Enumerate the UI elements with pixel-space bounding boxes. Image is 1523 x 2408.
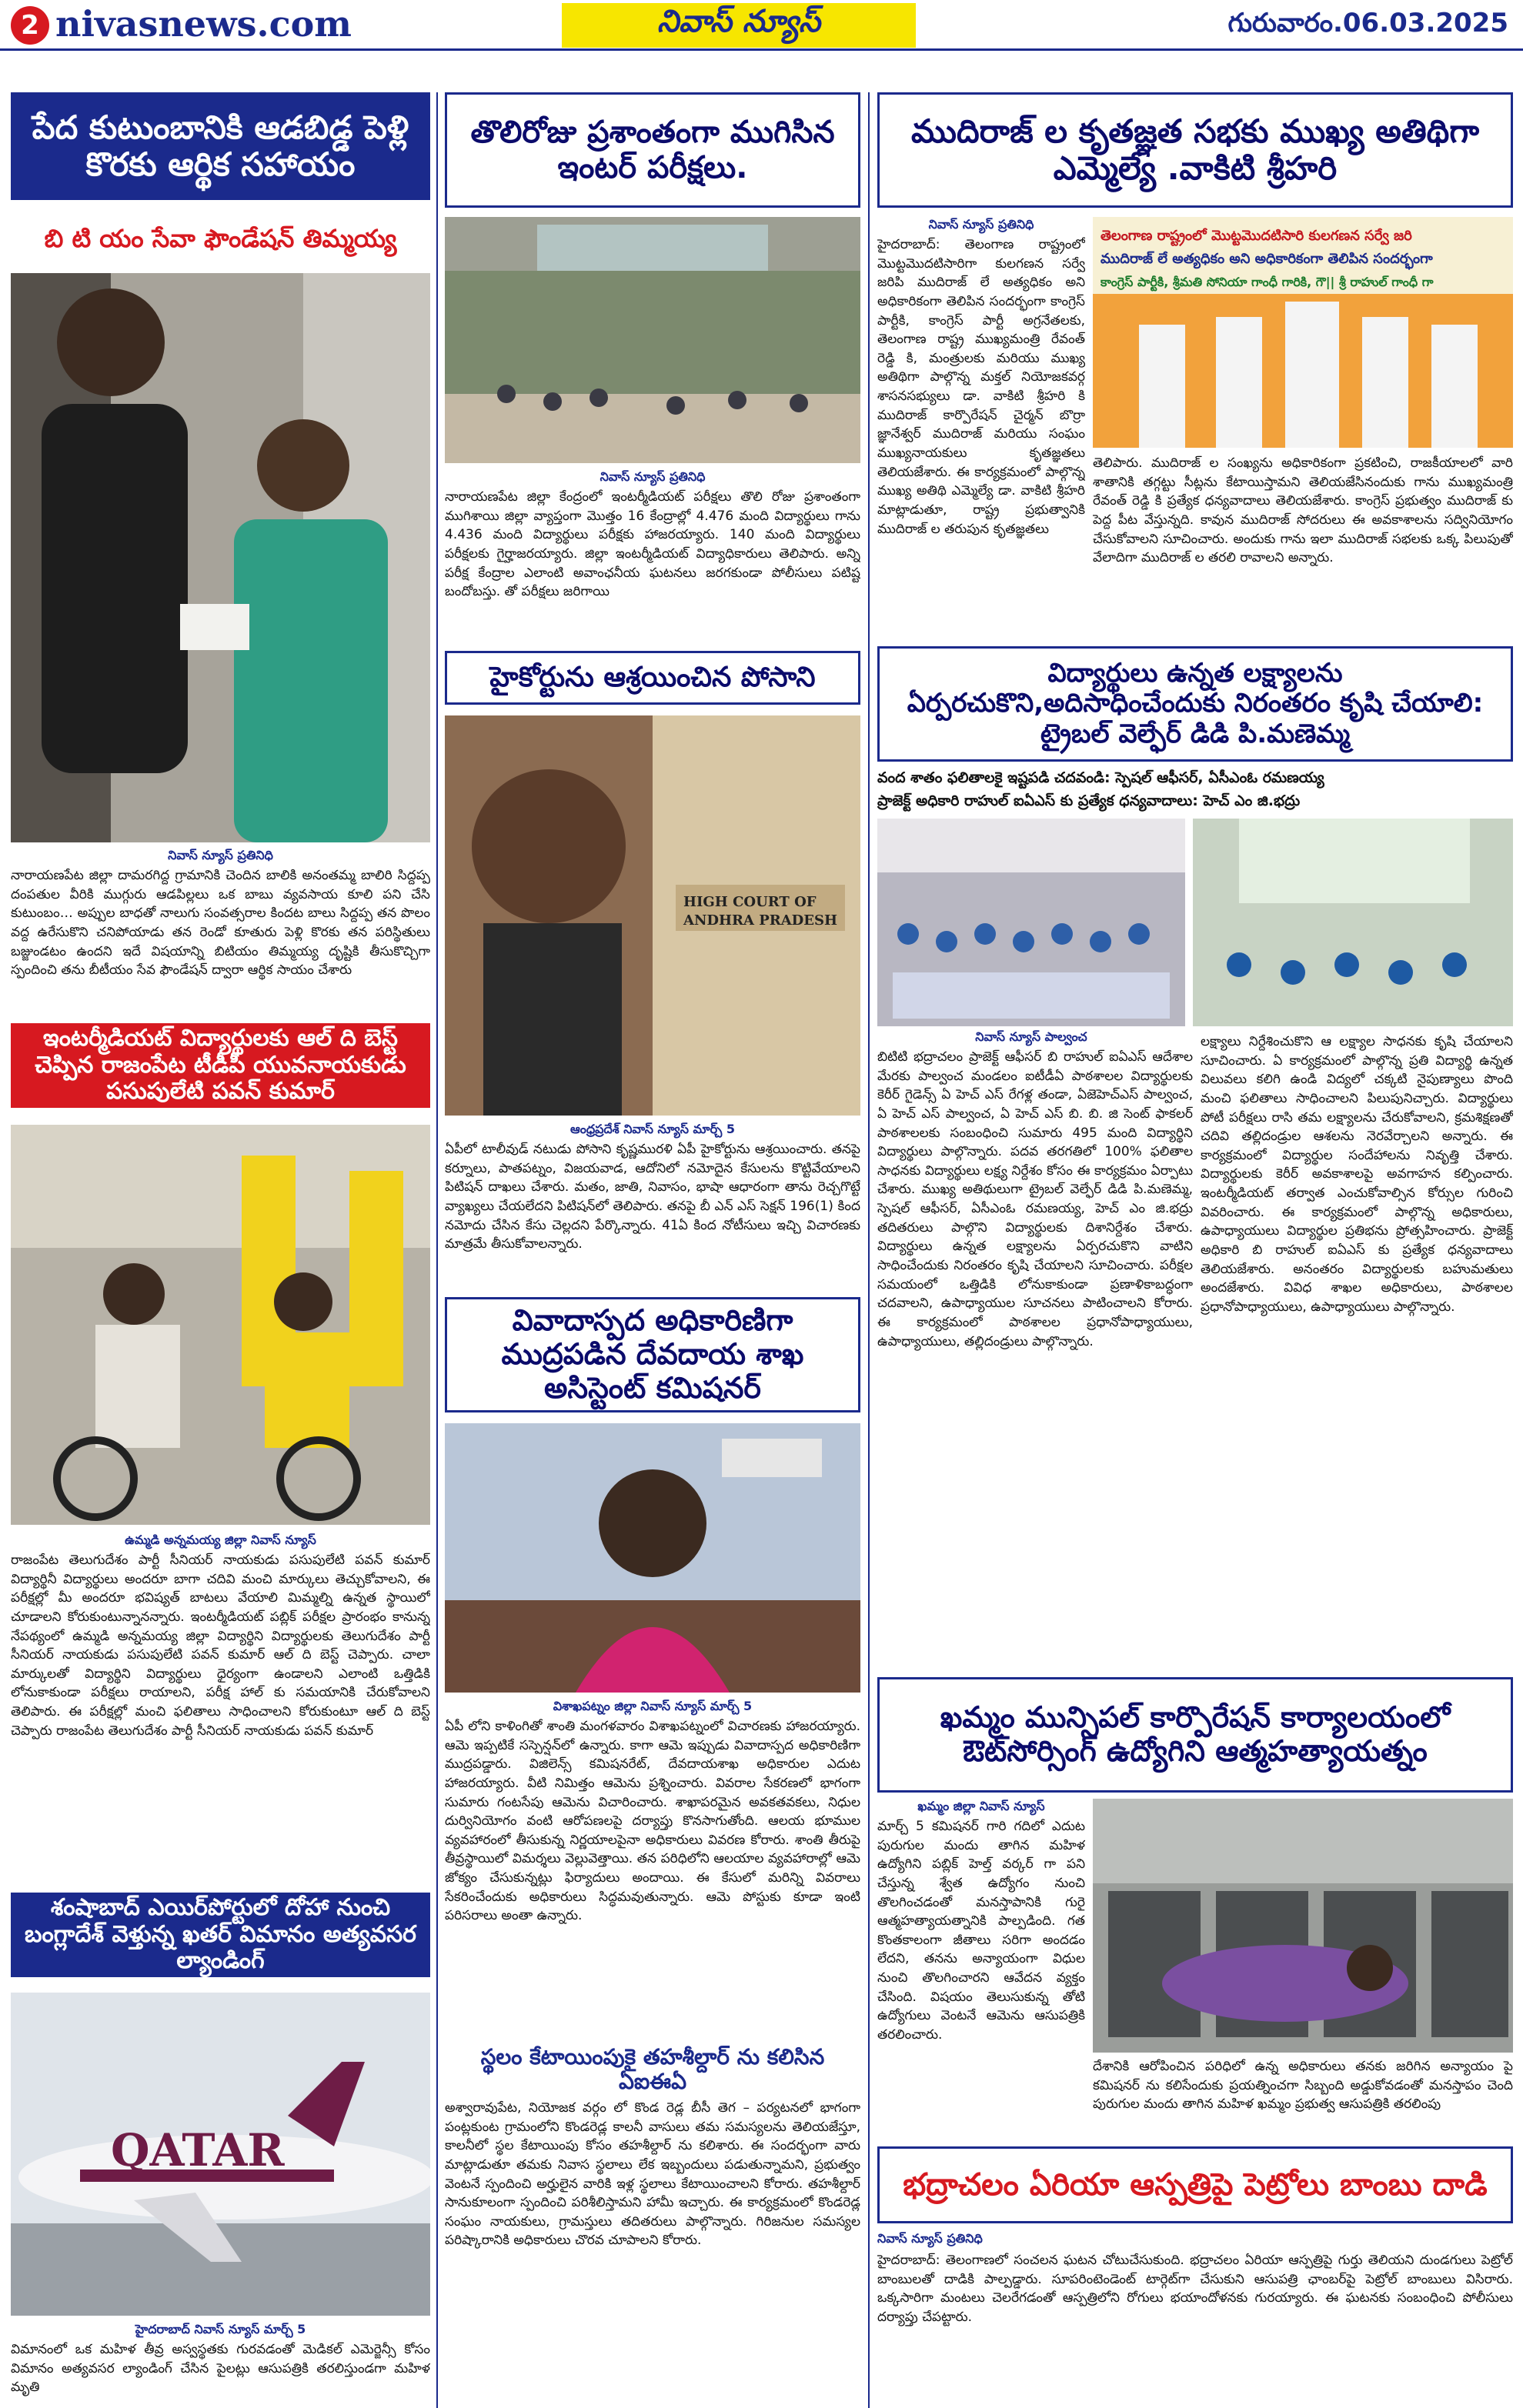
stage-banner-line1: తెలంగాణ రాష్ట్రంలో మొట్టమొదటిసారి కులగణన సర్వే జరి xyxy=(1101,228,1412,244)
photo-career-guidance-1 xyxy=(877,819,1185,1026)
article-body: విమానంలో ఒక మహిళ తీవ్ర అస్వస్థతకు గురవడంతో మెడికల్ ఎమెర్జెన్సీ కోసం విమానం అత్యవసర ల్యాండింగ్ చేసిన పైలట్లు ఆసుపత్రికి తరలిస్తుండగా మహిళ మృతి xyxy=(11,2342,430,2396)
court-sign-line2: ANDHRA PRADESH xyxy=(683,912,838,929)
photo-exam-centre xyxy=(445,217,860,463)
subhead-officer: వంద శాతం ఫలితాలకై ఇష్టపడి చదవండి: స్పెషల్ ఆఫీసర్, ఏసీఎంఓ రమణయ్య xyxy=(877,769,1324,786)
headline-asst-commissioner[interactable]: వివాదాస్పద అధికారిణిగా ముద్రపడిన దేవదాయ శాఖ అసిస్టెంట్ కమిషనర్ xyxy=(445,1297,860,1412)
headline-petrol-bomb[interactable]: భద్రాచలం ఏరియా ఆస్పత్రిపై పెట్రోలు బాంబు దాడి xyxy=(877,2146,1513,2223)
plane-livery-text: QATAR xyxy=(111,2124,285,2176)
dateline: హైదరాబాద్ నివాస్ న్యూస్ మార్చ్ 5 xyxy=(135,2322,306,2336)
article-body: హైదరాబాద్: తెలంగాణ రాష్ట్రంలో మొట్టమొదటిసారిగా కులగణన సర్వే జరిపి ముదిరాజ్ లే అత్యధికం అని అధికారికంగా తెలిపిన సందర్భంగా కాంగ్రెస్ పార్టీకి, కాంగ్రెస్ పార్టీ అగ్రనేతలకు, తెలంగాణ రాష్ట్ర ముఖ్యమంత్రి రేవంత్ రెడ్డి కి, మంత్రులకు మరియు ముఖ్య అతిథిగా పాల్గొన్న మక్తల్ నియోజకవర్గ శాసనసభ్యులు డా. వాకిటి శ్రీహరి కి ముదిరాజ్ కార్పొరేషన్ చైర్మన్ బొర్రా జ్ఞానేశ్వర్ ముదిరాజ్ మరియు సంఘం ముఖ్యనాయకులు కృతజ్ఞతలు తెలియజేశారు. ఈ కార్యక్రమంలో పాల్గొన్న ముఖ్య అతిథి ఎమ్మెల్యే డా. వాకిటి శ్రీహరి మాట్లాడుతూ, రాష్ట్ర ప్రభుత్వానికి ముదిరాజ్ ల తరుపున కృతజ్ఞతలు xyxy=(877,237,1085,537)
article-body: ఏపీ లోని కాళింగితో శాంతి మంగళవారం విశాఖపట్నంలో విచారణకు హాజరయ్యారు. ఆమె ఇప్పటికే సస్పెన్షన్‌లో ఉన్నారు. కాగా ఆమె ఇప్పుడు వివాదాస్పద అధికారిణిగా ముద్రపడ్డారు. విజిలెన్స్ కమిషనరేట్, దేవదాయశాఖ అధికారుల ఎదుట హాజరయ్యారు. వీటి నిమిత్తం ఆమెను ప్రశ్నించారు. వివరాల సేకరణలో భాగంగా సుమారు గంటసేపు ఆమెను విచారించారు. శాఖాపరమైన అవకతవకలు, నిధుల దుర్వినియోగం వంటి ఆరోపణలపై దర్యాప్తు కొనసాగుతోంది. ఆలయ భూముల వ్యవహారంలో తీసుకున్న నిర్ణయాలపైనా అధికారులు వివరణ కోరారు. శాంతి తీరుపై తీవ్రస్థాయిలో విమర్శలు వెల్లువెత్తాయి. తన పరిధిలోని ఆలయాల వ్యవహారాల్లో ఆమె జోక్యం చేసుకున్నట్లు ఫిర్యాదులు అందాయి. ఈ కేసులో మరిన్ని వివరాలు సేకరించేందుకు అధికారులు సిద్ధమవుతున్నారు. ఆమె పోస్టుకు కూడా ఇంటి పరిసరాలు అంతా ఉన్నారు. xyxy=(445,1719,860,1924)
headline-financial-aid[interactable]: పేద కుటుంబానికి ఆడబిడ్డ పెళ్లి కొరకు ఆర్థిక సహాయం xyxy=(11,92,430,200)
photo-qatar-plane xyxy=(11,1993,430,2316)
photo-mudiraj-stage xyxy=(1093,217,1513,448)
article-body: దేశానికి ఆరోపించిన పరిధిలో ఉన్న అధికారులు తనకు జరిగిన అన్యాయం పై కమిషనర్ ను కలిసేందుకు ప్రయత్నించగా సిబ్బంది అడ్డుకోవడంతో మనస్తాపం చెంది పురుగుల మందు తాగిన మహిళ ఖమ్మం ప్రభుత్వ ఆసుపత్రికి తరలింపు xyxy=(1093,2059,1513,2113)
headline-land-allotment[interactable]: స్థలం కేటాయింపుకై తహశీల్దార్ ను కలిసిన ఏఐఈఏ xyxy=(445,2046,860,2093)
article-body: నారాయణపేట జిల్లా కేంద్రంలో ఇంటర్మీడియట్ పరీక్షలు తొలి రోజు ప్రశాంతంగా ముగిశాయి జిల్లా వ్యాప్తంగా మొత్తం 16 కేంద్రాల్లో 4.476 మంది విద్యార్థులు గాను 4.436 మంది విద్యార్థులు పరీక్షకు హాజరయ్యారు. 140 మంది విద్యార్థులు పరీక్షలకు గైర్హాజరయ్యారు. జిల్లా ఇంటర్మీడియట్ విద్యాధికారులు తెలిపారు. అన్ని పరీక్ష కేంద్రాల ఎలాంటి అవాంఛనీయ ఘటనలు జరగకుండా పోలీసులు పటిష్ట బందోబస్తు. తో పరీక్షలు జరిగాయి xyxy=(445,489,860,600)
article-body: బిటిటి భద్రాచలం ప్రాజెక్ట్ ఆఫీసర్ బి రాహుల్ ఐఏఎస్ ఆదేశాల మేరకు పాల్వంచ మండలం ఐటీడీఏ పాఠశాలల విద్యార్థులకు కెరీర్ గైడెన్స్ ఏ హెచ్ ఎస్ రేగళ్ల తండా, ఏజెహెచ్ఎస్ పాల్వంచ, ఏ హెచ్ ఎస్ పాల్వంచ, ఏ హెచ్ ఎస్ బి. బి. జి సెంట్ ఫాకలర్ పాఠశాలలకు సంబంధించి సుమారు 495 మంది విద్యార్థిని విద్యార్థులు పాల్గొన్నారు. పదవ తరగతిలో 100% ఫలితాల సాధనకు విద్యార్థులు లక్ష్య నిర్దేశం కోసం ఈ కార్యక్రమం ఏర్పాటు చేశారు. ముఖ్య అతిథులుగా ట్రైబల్ వెల్ఫేర్ డిడి పి.మణెమ్మ, స్పెషల్ ఆఫీసర్, ఏసీఎంఓ రమణయ్య, హెచ్ ఎం జి.భద్రు తదితరులు పాల్గొని విద్యార్థులకు దిశానిర్దేశం చేశారు. విద్యార్థులు ఉన్నత లక్ష్యాలను ఏర్పరచుకొని వాటిని సాధించేందుకు నిరంతరం కృషి చేయాలని సూచించారు. పరీక్షల సమయంలో ఒత్తిడికి లోనుకాకుండా ప్రణాళికాబద్ధంగా చదవాలని, ఉపాధ్యాయుల సూచనలు పాటించాలని కోరారు. ఈ కార్యక్రమంలో పాఠశాలల ప్రధానోపాధ్యాయులు, ఉపాధ్యాయులు, తల్లిదండ్రులు పాల్గొన్నారు. xyxy=(877,1049,1193,1349)
headline-inter-best-wishes[interactable]: ఇంటర్మీడియట్ విద్యార్థులకు ఆల్ ది బెస్ట్ చెప్పిన రాజంపేట టీడీపీ యువనాయకుడు పసుపులేటి పవన్ కుమార్ xyxy=(11,1023,430,1108)
stage-banner-line2: ముదిరాజ్ లే అత్యధికం అని అధికారికంగా తెలిపిన సందర్భంగా xyxy=(1101,251,1433,267)
masthead-bar xyxy=(0,0,1523,51)
article-body: లక్ష్యాలు నిర్దేశించుకొని ఆ లక్ష్యాల సాధనకు కృషి చేయాలని సూచించారు. ఏ కార్యక్రమంలో పాల్గొన్న ప్రతి విద్యార్థి ఉన్నత విలువలు కలిగి ఉండి విద్యలో చక్కటి నైపుణ్యాలు పొంది మంచి ఫలితాలు సాధించాలని పిలుపునిచ్చారు. విద్యార్థులు పోటీ పరీక్షలు రాసి తమ లక్ష్యాలను చేరుకోవాలని, క్రమశిక్షణతో చదివి తల్లిదండ్రుల ఆశలను నెరవేర్చాలని అన్నారు. ఈ కార్యక్రమంలో విద్యార్థుల సందేహాలను నివృత్తి చేశారు. విద్యార్థులకు కెరీర్ అవకాశాలపై అవగాహన కల్పించారు. ఇంటర్మీడియట్ తర్వాత ఎంచుకోవాల్సిన కోర్సుల గురించి వివరించారు. ఈ కార్యక్రమంలో పాల్గొన్న అధికారులు, ఉపాధ్యాయులు విద్యార్థుల ప్రతిభను ప్రోత్సహించారు. ప్రాజెక్ట్ అధికారి బి రాహుల్ ఐఏఎస్ కు ప్రత్యేక ధన్యవాదాలు తెలియజేశారు. అనంతరం విద్యార్థులకు బహుమతులు అందజేశారు. వివిధ శాఖల అధికారులు, పాఠశాలల ప్రధానోపాధ్యాయులు, ఉపాధ్యాయులు పాల్గొన్నారు. xyxy=(1201,1034,1513,1315)
photo-posani-court xyxy=(445,715,860,1116)
court-sign-line1: HIGH COURT OF xyxy=(683,894,817,910)
headline-inter-exams[interactable]: తొలిరోజు ప్రశాంతంగా ముగిసిన ఇంటర్ పరీక్షలు. xyxy=(445,92,860,208)
dateline: ఆంధ్రప్రదేశ్ నివాస్ న్యూస్ మార్చ్ 5 xyxy=(569,1122,735,1136)
photo-aid-handover xyxy=(11,273,430,842)
stage-banner-line3: కాంగ్రెస్ పార్టీకి, శ్రీమతి సోనియా గాంధీ గారికి, గౌ|| శ్రీ రాహుల్ గాంధీ గా xyxy=(1101,275,1434,289)
dateline: విశాఖపట్నం జిల్లా నివాస్ న్యూస్ మార్చ్ 5 xyxy=(553,1699,753,1713)
headline-khammam-suicide[interactable]: ఖమ్మం మున్సిపల్ కార్పొరేషన్ కార్యాలయంలో ఔట్‌సోర్సింగ్ ఉద్యోగిని ఆత్మహత్యాయత్నం xyxy=(877,1677,1513,1793)
dateline: నివాస్ న్యూస్ ప్రతినిధి xyxy=(600,469,706,484)
photo-bike-rally xyxy=(11,1125,430,1525)
article-body: నారాయణపేట జిల్లా దామరగిద్ద గ్రామానికి చెందిన బాలికి అనంతమ్మ బాలిరి సిద్దప్ప దంపతుల వీరికి ముగ్గురు ఆడపిల్లలు ఒక బాబు వ్యవసాయ కూలి పని చేసి కుటుంబం… అప్పుల బాధతో నాలుగు సంవత్సరాల కిందట బాలు సిద్దప్ప తన పొలం వద్ద ఉరేసుకొని చనిపోయాడు తన రెండో కూతురు పెళ్లి కొరకు తన పరిస్థితులు బజ్జుండటం ఉందని ఇదే విషయాన్ని బిటియం తిమ్మయ్య దృష్టికి తీసుకొచ్చిగా స్పందించి తను బీటీయం సేవ ఫౌండేషన్ ద్వారా ఆర్థిక సాయం చేశారు xyxy=(11,868,430,979)
headline-mudiraj-meeting[interactable]: ముదిరాజ్ ల కృతజ్ఞత సభకు ముఖ్య అతిథిగా ఎమ్మెల్యే .వాకిటి శ్రీహరి xyxy=(877,92,1513,208)
page-number-badge: 2 xyxy=(11,6,49,45)
article-body: తెలిపారు. ముదిరాజ్ ల సంఖ్యను అధికారికంగా ప్రకటించి, రాజకీయాలలో వారి శాతానికి తగ్గట్టు సీట్లను కేటాయిస్తామని తెలియజేసినందుకు గాను ముఖ్యమంత్రి రేవంత్ రెడ్డి కి ప్రత్యేక ధన్యవాదాలు తెలియజేశారు. కాంగ్రెస్ ప్రభుత్వం ముదిరాజ్ కు పెద్ద పీట వేస్తున్నది. కావున ముదిరాజ్ సోదరులు ఈ అవకాశాలను సద్వినియోగం చేసుకోవాలని సూచించారు. అందుకు గాను ఇలా ముదిరాజ్ సభలకు ఒక్క పిలుపుతో వేలాదిగా ముదిరాజ్ ల తరలి రావాలని అన్నారు. xyxy=(1093,455,1513,566)
headline-qatar-landing[interactable]: శంషాబాద్ ఎయిర్‌పోర్టులో దోహా నుంచి బంగ్లాదేశ్ వెళ్తున్న ఖతర్ విమానం అత్యవసర ల్యాండింగ్ xyxy=(11,1893,430,1977)
article-body: రాజంపేట తెలుగుదేశం పార్టీ సీనియర్ నాయకుడు పసుపులేటి పవన్ కుమార్ విద్యార్థినీ విద్యార్థులు అందరూ బాగా చదివి మంచి మార్కులు తెచ్చుకోవాలని, ఈ పరీక్షల్లో మీ అందరూ భవిష్యత్ బాటలు వేయాలి మిమ్మల్ని ఉన్నత స్థాయిలో చూడాలని కోరుకుంటున్నానన్నారు. ఇంటర్మీడియట్ పబ్లిక్ పరీక్షల ప్రారంభం కానున్న నేపథ్యంలో ఉమ్మడి అన్నమయ్య జిల్లా విద్యార్థిని విద్యార్థులకు తెలుగుదేశం పార్టీ సీనియర్ నాయకుడు పసుపులేటి పవన్ కుమార్ ఆల్ ది బెస్ట్ చెప్పారు. చాలా మార్కులతో విద్యార్థిని విద్యార్థులు ధైర్యంగా ఉండాలని ఎలాంటి ఒత్తిడికి లోనుకాకుండా పరీక్షలు రాయాలని, పరీక్ష హాల్ కు సమయానికి చేరుకోవాలని తెలిపారు. ఈ పరీక్షల్లో మంచి ఫలితాలు సాధించాలని కోరుకుంటూ ఆల్ ది బెస్ట్ చెప్పారు రాజంపేట తెలుగుదేశం పార్టీ సీనియర్ నాయకుడు పవన్ కుమార్ xyxy=(11,1553,430,1739)
site-name[interactable]: nivasnews.com xyxy=(55,3,352,45)
headline-students-goals[interactable]: విద్యార్థులు ఉన్నత లక్ష్యాలను ఏర్పరచుకొని,అదిసాధించేందుకు నిరంతరం కృషి చేయాలి: ట్రైబల్ వెల్ఫేర్ డిడి పి.మణెమ్మ xyxy=(877,646,1513,762)
article-body: మార్చ్ 5 కమిషనర్ గారి గదిలో ఎదుట పురుగుల మందు తాగిన మహిళ ఉద్యోగిని పబ్లిక్ హెల్త్ వర్కర్ గా పని చేస్తున్న శ్వేత ఉద్యోగం నుంచి తొలగించడంతో మనస్తాపానికి గురై ఆత్మహత్యాయత్నానికి పాల్పడింది. గత కొంతకాలంగా జీతాలు సరిగా అందడం లేదని, తనను అన్యాయంగా విధుల నుంచి తొలగించారని ఆవేదన వ్యక్తం చేసింది. విషయం తెలుసుకున్న తోటి ఉద్యోగులు వెంటనే ఆమెను ఆసుపత్రికి తరలించారు. xyxy=(877,1819,1085,2043)
dateline: ఉమ్మడి అన్నమయ్య జిల్లా నివాస్ న్యూస్ xyxy=(125,1533,316,1547)
dateline: ఖమ్మం జిల్లా నివాస్ న్యూస్ xyxy=(917,1799,1045,1813)
column-divider xyxy=(868,92,870,2408)
dateline: నివాస్ న్యూస్ ప్రతినిధి xyxy=(168,848,273,862)
photo-career-guidance-2 xyxy=(1193,819,1513,1026)
masthead-title: నివాస్ న్యూస్ xyxy=(562,3,916,48)
issue-date: గురువారం.06.03.2025 xyxy=(1227,8,1508,38)
dateline: నివాస్ న్యూస్ ప్రతినిధి xyxy=(877,2231,983,2246)
subhead-btm-foundation: బి టి యం సేవా ఫౌండేషన్ తిమ్మయ్య xyxy=(11,219,430,258)
dateline: నివాస్ న్యూస్ ప్రతినిధి xyxy=(928,217,1034,232)
headline-posani-high-court[interactable]: హైకోర్టును ఆశ్రయించిన పోసాని xyxy=(445,651,860,705)
dateline: నివాస్ న్యూస్ పాల్వంచ xyxy=(975,1029,1087,1044)
photo-khammam-office xyxy=(1093,1799,1513,2053)
column-divider xyxy=(436,92,438,2408)
article-body: అశ్వారావుపేట, నియోజక వర్గం లో కొండ రెడ్ల బీసీ తెగ – పర్యటనలో భాగంగా పంట్లకుంట గ్రామంలోని కొండరెడ్ల కాలనీ వాసులు తమ సమస్యలను తెలియజేస్తూ, కాలనీలో స్థల కేటాయింపు కోసం తహశీల్దార్ ను కలిశారు. ఈ సందర్భంగా వారు మాట్లాడుతూ తమకు నివాస స్థలాలు లేక ఇబ్బందులు పడుతున్నామని, ప్రభుత్వం వెంటనే స్పందించి అర్హులైన వారికి ఇళ్ల స్థలాలు కేటాయించాలని కోరారు. తహశీల్దార్ సానుకూలంగా స్పందించి పరిశీలిస్తామని హామీ ఇచ్చారు. ఈ కార్యక్రమంలో కొండరెడ్ల సంఘం నాయకులు, గ్రామస్తులు తదితరులు పాల్గొన్నారు. గిరిజనుల సమస్యల పరిష్కారానికి అధికారులు చొరవ చూపాలని కోరారు. xyxy=(445,2100,860,2249)
article-body: ఏపీలో టాలీవుడ్ నటుడు పోసాని కృష్ణమురళి ఏపీ హైకోర్టును ఆశ్రయించారు. తనపై కర్నూలు, పాతపట్నం, విజయవాడ, ఆదోనిలో నమోదైన కేసులను కొట్టివేయాలని పిటిషన్ దాఖలు చేశారు. మతం, జాతి, నివాసం, భాషా ఆధారంగా తాను రెచ్చగొట్టే వ్యాఖ్యలు చేయలేదని పిటిషన్‌లో తెలిపారు. తనపై బీ ఎన్ ఎస్ సెక్షన్ 196(1) కింద నమోదు చేసిన కేసు చెల్లదని పేర్కొన్నారు. 41ఏ కింద నోటీసులు ఇచ్చి విచారణకు మాత్రమే తీసుకోవాలన్నారు. xyxy=(445,1142,860,1252)
photo-asst-commissioner xyxy=(445,1423,860,1693)
article-body: హైదరాబాద్: తెలంగాణలో సంచలన ఘటన చోటుచేసుకుంది. భద్రాచలం ఏరియా ఆస్పత్రిపై గుర్తు తెలియని దుండగులు పెట్రోల్ బాంబులతో దాడికి పాల్పడ్డారు. సూపరింటెండెంట్ టార్గెట్‌గా చేసుకుని ఆసుపత్రి ఛాంబర్‌పై పెట్రోల్ బాంబులు విసిరారు. ఒక్కసారిగా మంటలు చెలరేగడంతో ఆస్పత్రిలోని రోగులు భయాందోళనకు గురయ్యారు. ఈ ఘటనకు సంబంధించి పోలీసులు దర్యాప్తు చేపట్టారు. xyxy=(877,2253,1513,2325)
subhead-thanks: ప్రాజెక్ట్ అధికారి రాహుల్ ఐఏఎస్ కు ప్రత్యేక ధన్యవాదాలు: హెచ్ ఎం జి.భద్రు xyxy=(877,792,1301,809)
